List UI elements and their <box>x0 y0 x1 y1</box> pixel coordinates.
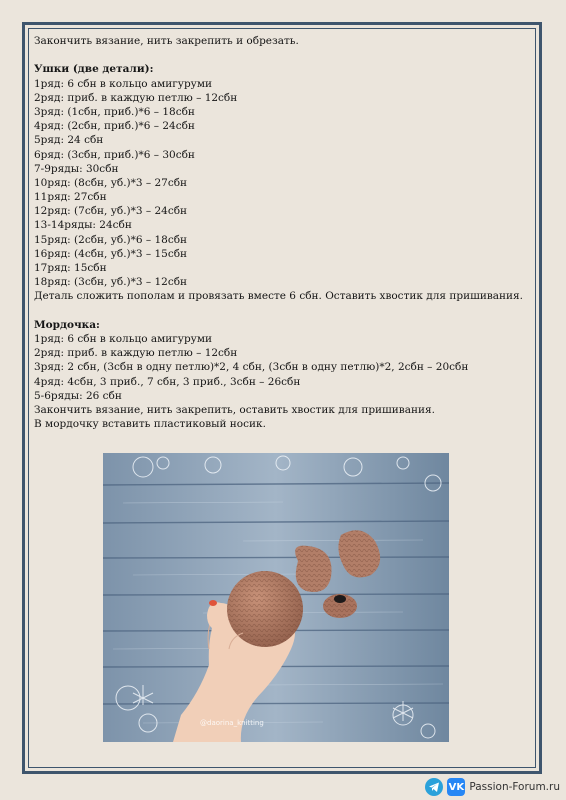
ears-row: 3ряд: (1сбн, приб.)*6 – 18сбн <box>34 105 195 118</box>
ears-row: 1ряд: 6 сбн в кольцо амигуруми <box>34 77 213 90</box>
ears-note: Деталь сложить пополам и провязать вместе 6 сбн. Оставить хвостик для пришивания. <box>34 290 523 303</box>
muzzle-row: Закончить вязание, нить закрепить, оставить хвостик для пришивания. <box>34 403 435 416</box>
muzzle-row: 5-6ряды: 26 сбн <box>34 389 122 402</box>
muzzle-heading: Мордочка: <box>34 318 100 331</box>
ears-row: 10ряд: (8сбн, уб.)*3 – 27сбн <box>34 176 188 189</box>
watermark <box>425 777 560 797</box>
ears-row: 5ряд: 24 сбн <box>34 134 104 147</box>
telegram-icon[interactable] <box>425 778 443 796</box>
ears-row: 7-9ряды: 30сбн <box>34 162 119 175</box>
muzzle-row: В мордочку вставить пластиковый носик. <box>34 418 266 431</box>
crochet-photo <box>103 453 449 742</box>
vk-icon[interactable]: VK <box>447 778 465 796</box>
ears-row: 6ряд: (3сбн, приб.)*6 – 30сбн <box>34 148 195 161</box>
ears-row: 15ряд: (2сбн, уб.)*6 – 18сбн <box>34 233 188 246</box>
muzzle-row: 3ряд: 2 сбн, (3сбн в одну петлю)*2, 4 сбн, (3сбн в одну петлю)*2, 2сбн – 20сбн <box>34 361 469 374</box>
ears-row: 13-14ряды: 24сбн <box>34 219 132 232</box>
muzzle-row: 2ряд: приб. в каждую петлю – 12сбн <box>34 347 238 360</box>
watermark-text[interactable]: Passion-Forum.ru <box>469 781 560 793</box>
ears-row: 4ряд: (2сбн, приб.)*6 – 24сбн <box>34 120 195 133</box>
ears-row: 18ряд: (3сбн, уб.)*3 – 12сбн <box>34 276 188 289</box>
crochet-muzzle <box>323 594 357 618</box>
ears-row: 12ряд: (7сбн, уб.)*3 – 24сбн <box>34 205 188 218</box>
photo-credit: @daorina_knitting <box>200 719 264 727</box>
ears-row: 11ряд: 27сбн <box>34 191 107 204</box>
ears-heading: Ушки (две детали): <box>34 63 154 76</box>
muzzle-row: 4ряд: 4сбн, 3 приб., 7 сбн, 3 приб., 3сбн – 26сбн <box>34 375 301 388</box>
intro-line: Закончить вязание, нить закрепить и обрезать. <box>34 35 299 47</box>
crochet-photo-illustration <box>103 453 449 742</box>
ears-row: 2ряд: приб. в каждую петлю – 12сбн <box>34 91 238 104</box>
ears-row: 16ряд: (4сбн, уб.)*3 – 15сбн <box>34 247 188 260</box>
pattern-text <box>34 34 534 431</box>
muzzle-row: 1ряд: 6 сбн в кольцо амигуруми <box>34 332 213 345</box>
ears-row: 17ряд: 15сбн <box>34 262 107 274</box>
